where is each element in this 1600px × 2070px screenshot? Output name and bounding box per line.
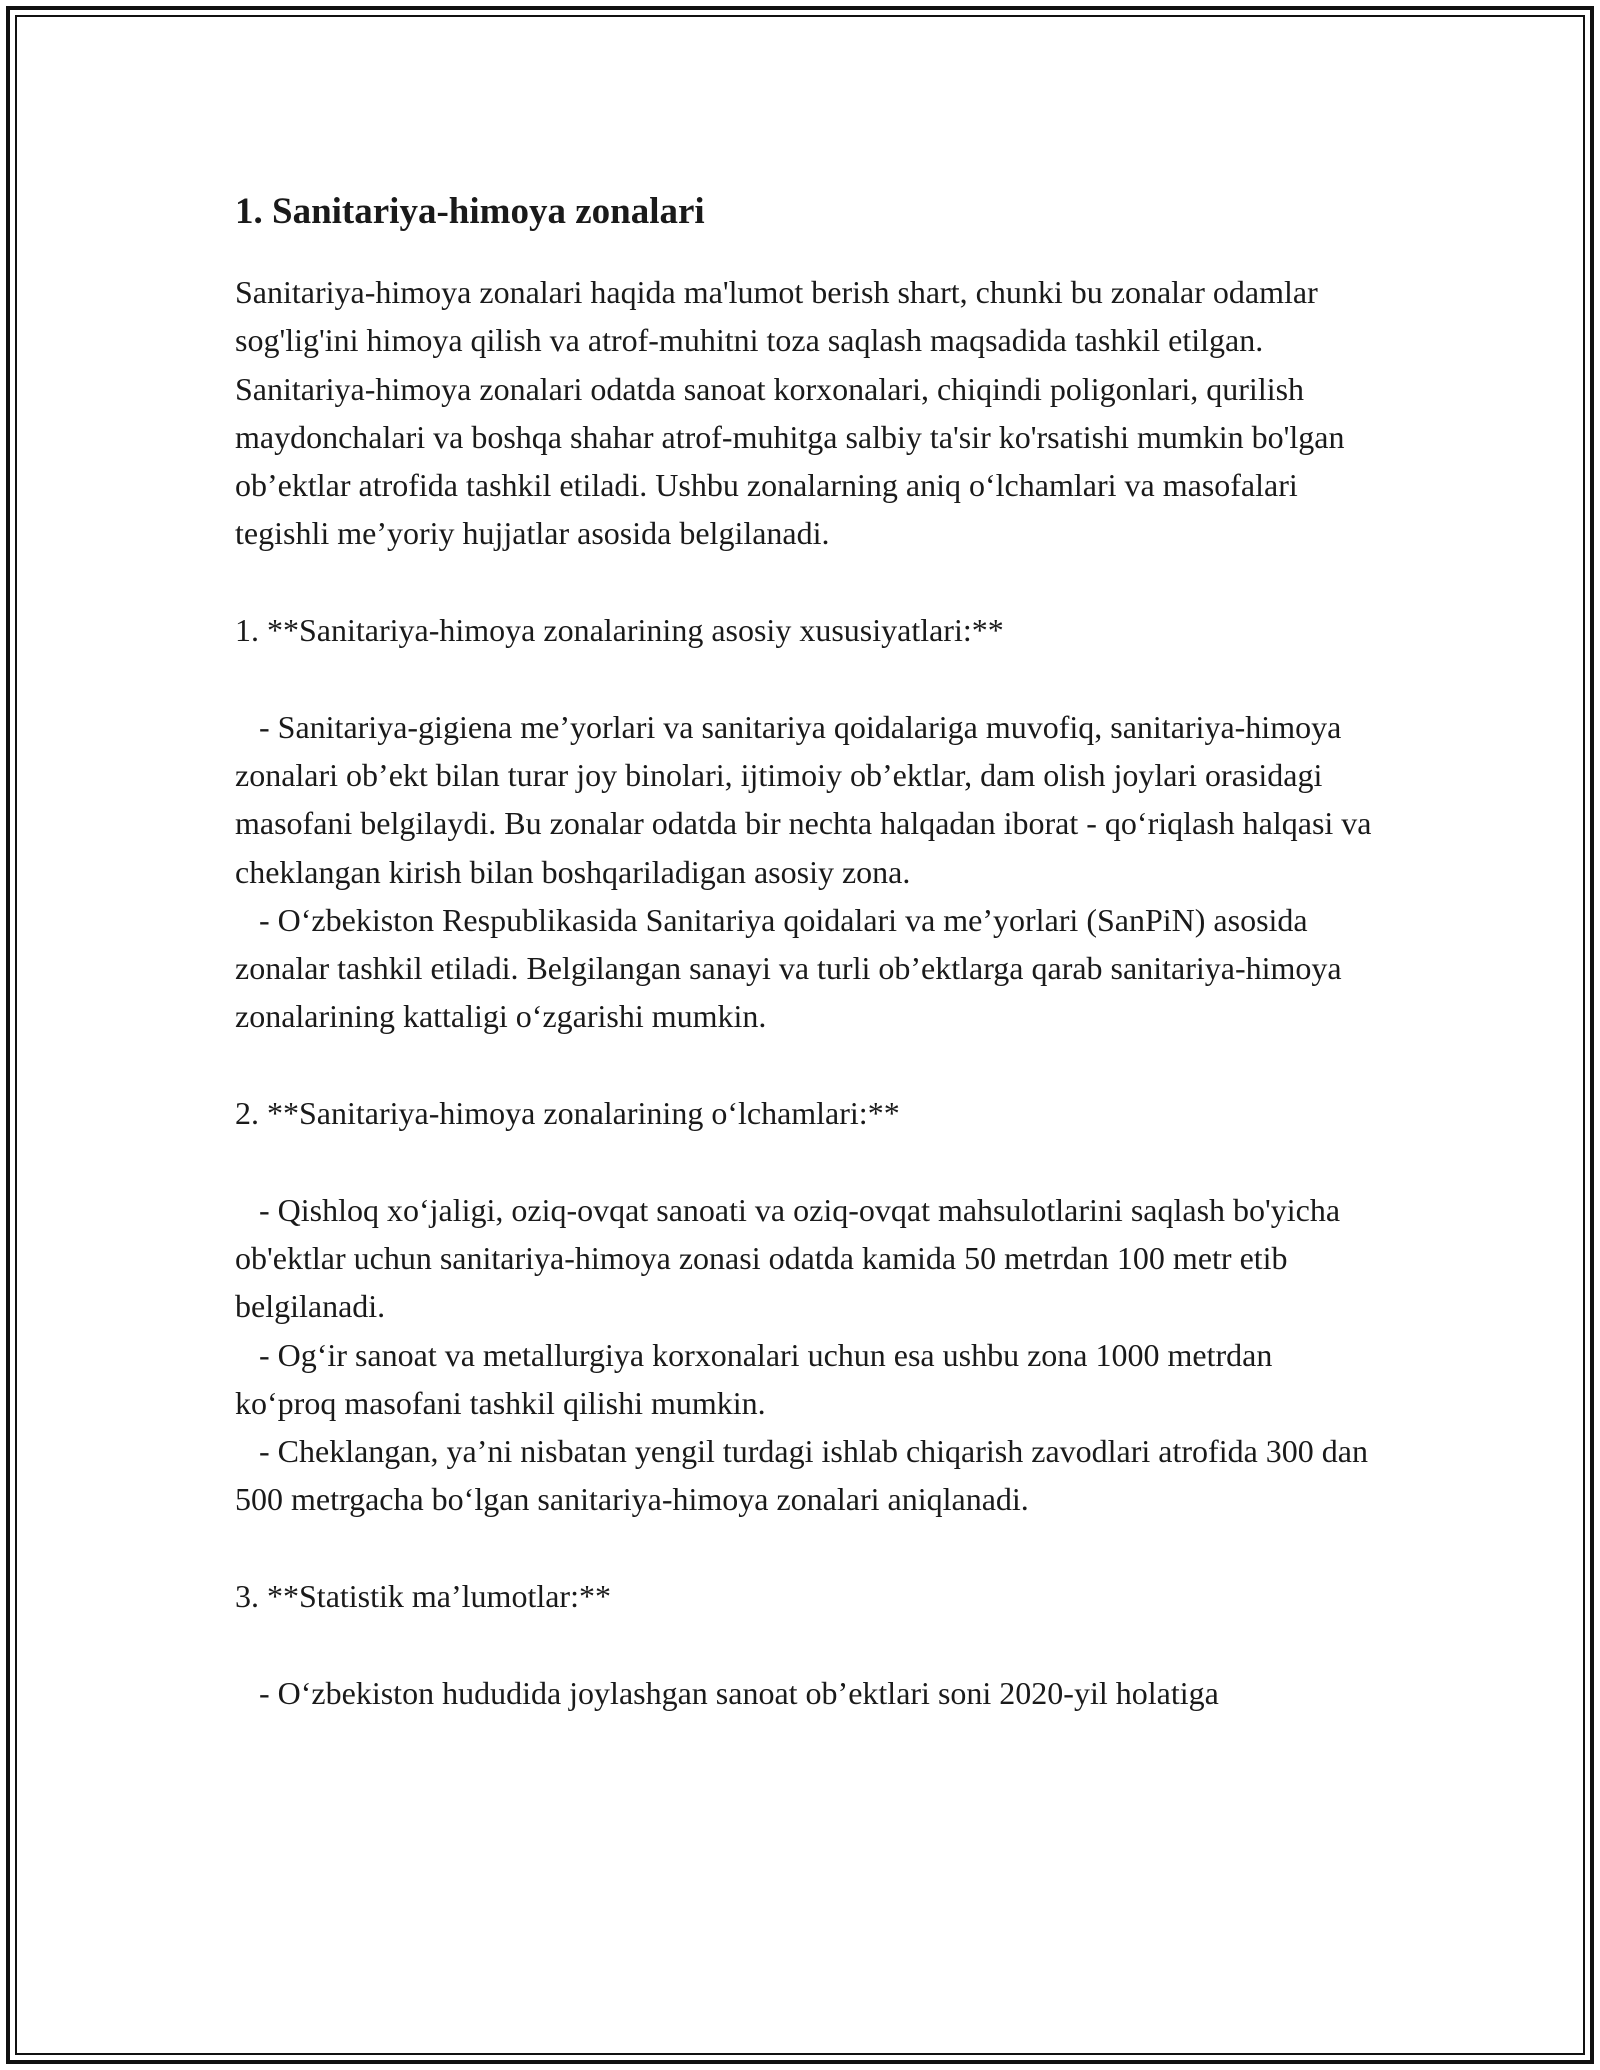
section-heading: 1. **Sanitariya-himoya zonalarining asosiy xususiyatlari:** (235, 612, 1004, 649)
section-item-text: - O‘zbekiston Respublikasida Sanitariya qoidalari va me’yorlari (SanPiN) asosida zonalar tashkil etiladi. Belgilangan sanayi va turli ob’ektlarga qarab sanitariya-himoya zonalarining kattaligi o‘zgarishi mumkin. (235, 901, 1342, 1035)
spacer (235, 558, 1375, 606)
section-item-text: - Cheklangan, ya’ni nisbatan yengil turdagi ishlab chiqarish zavodlari atrofida 300 dan 500 metrgacha bo‘lgan sanitariya-himoya zonalari aniqlanadi. (235, 1433, 1368, 1518)
spacer (235, 1041, 1375, 1089)
section-item (235, 896, 1375, 1041)
spacer (235, 1620, 1375, 1668)
section-item (235, 1186, 1375, 1331)
section-item-text: - Qishloq xo‘jaligi, oziq-ovqat sanoati va oziq-ovqat mahsulotlarini saqlash bo'yicha ob'ektlar uchun sanitariya-himoya zonasi odatda kamida 50 metrdan 100 metr etib belgilanadi. (235, 1191, 1341, 1325)
document-page (235, 186, 1375, 1717)
section-item-text: - Sanitariya-gigiena me’yorlari va sanitariya qoidalariga muvofiq, sanitariya-himoya zonalari ob’ekt bilan turar joy binolari, ijtimoiy ob’ektlar, dam olish joylari orasidagi masofani belgilaydi. Bu zonalar odatda bir nechta halqadan iborat - qo‘riqlash halqasi va cheklangan kirish bilan boshqariladigan asosiy zona. (235, 708, 1372, 890)
spacer (235, 1524, 1375, 1572)
section-heading: 2. **Sanitariya-himoya zonalarining o‘lchamlari:** (235, 1095, 900, 1132)
spacer (235, 1137, 1375, 1185)
spacer (235, 654, 1375, 702)
section-item (235, 1331, 1375, 1428)
section-item-text: - O‘zbekiston hududida joylashgan sanoat ob’ektlari soni 2020-yil holatiga (259, 1674, 1219, 1711)
intro-paragraph: Sanitariya-himoya zonalari haqida ma'lumot berish shart, chunki bu zonalar odamlar sog'lig'ini himoya qilish va atrof-muhitni toza saqlash maqsadida tashkil etilgan. Sanitariya-himoya zonalari odatda sanoat korxonalari, chiqindi poligonlari, qurilish maydonchalari va boshqa shahar atrof-muhitga salbiy ta'sir ko'rsatishi mumkin bo'lgan ob’ektlar atrofida tashkil etiladi. Ushbu zonalarning aniq o‘lchamlari va masofalari tegishli me’yoriy hujjatlar asosida belgilanadi. (235, 274, 1345, 552)
section-item-text: - Og‘ir sanoat va metallurgiya korxonalari uchun esa ushbu zona 1000 metrdan ko‘proq masofani tashkil qilishi mumkin. (235, 1336, 1273, 1421)
section-item (235, 703, 1375, 896)
section-heading: 3. **Statistik ma’lumotlar:** (235, 1578, 611, 1615)
section-item (235, 1669, 1375, 1717)
document-title: 1. Sanitariya-himoya zonalari (235, 191, 705, 232)
section-item (235, 1427, 1375, 1524)
